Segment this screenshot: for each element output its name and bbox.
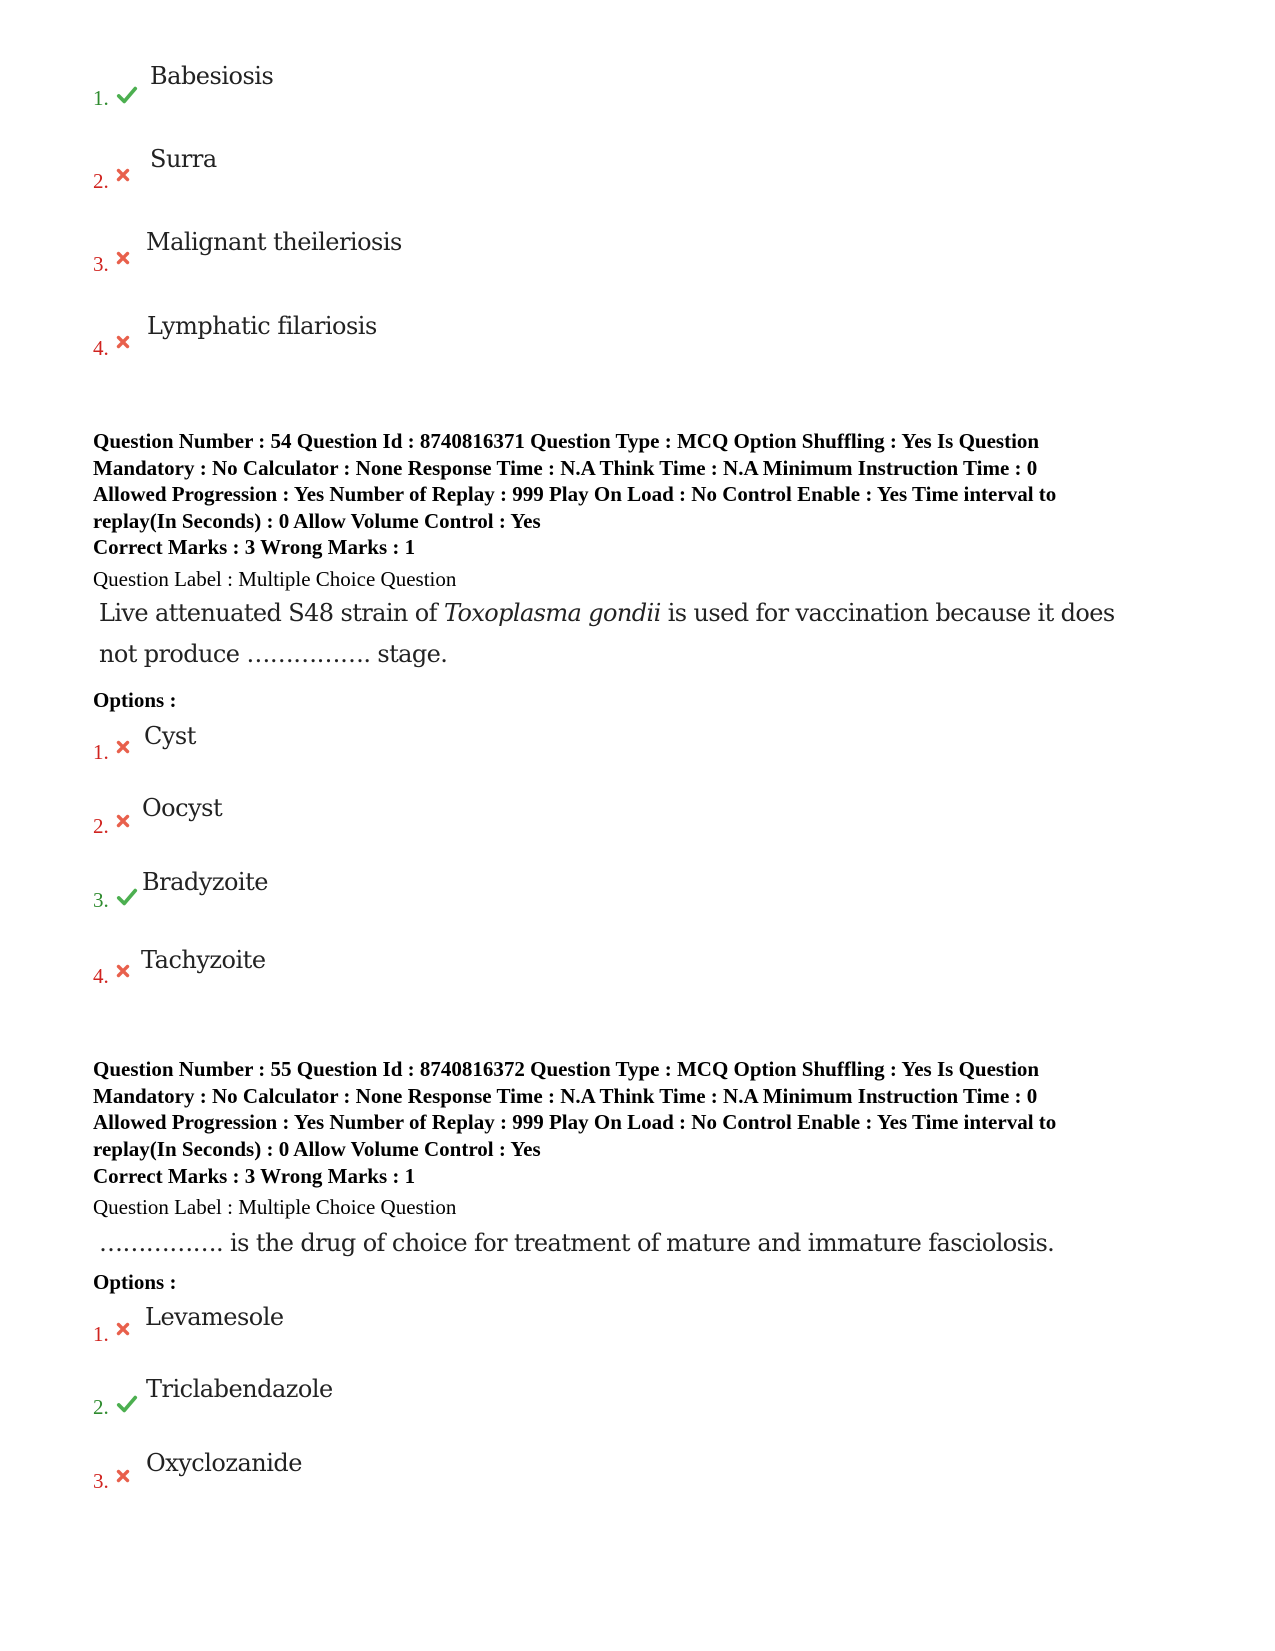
question-label: Question Label : Multiple Choice Question	[93, 1195, 457, 1219]
option-item	[0, 228, 1275, 288]
option-text: Lymphatic filariosis	[147, 312, 377, 340]
options-heading: Options :	[93, 1270, 177, 1294]
option-item	[0, 1303, 1275, 1363]
cross-icon	[114, 249, 132, 267]
option-item	[0, 62, 1275, 122]
option-text: Surra	[150, 145, 217, 173]
check-icon	[116, 1393, 138, 1415]
option-number: 2.	[93, 169, 109, 193]
meta-line: replay(In Seconds) : 0 Allow Volume Control : Yes	[93, 1136, 541, 1161]
option-item	[0, 794, 1275, 854]
cross-icon	[114, 166, 132, 184]
option-text: Bradyzoite	[142, 868, 268, 896]
option-text: Oxyclozanide	[146, 1449, 302, 1477]
option-number: 4.	[93, 964, 109, 988]
option-text: Malignant theileriosis	[146, 228, 402, 256]
cross-icon	[114, 812, 132, 830]
question-text: ……………. is the drug of choice for treatment of mature and immature fasciolosis.	[99, 1229, 1055, 1257]
option-item	[0, 1375, 1275, 1435]
meta-line: Question Number : 54 Question Id : 8740816371 Question Type : MCQ Option Shuffling : Yes Is Question	[93, 429, 1040, 453]
question-label: Question Label : Multiple Choice Question	[93, 567, 457, 591]
option-text: Babesiosis	[150, 62, 274, 90]
option-text: Levamesole	[145, 1303, 284, 1331]
question-marks: Correct Marks : 3 Wrong Marks : 1	[93, 1164, 416, 1188]
option-item	[0, 868, 1275, 928]
option-number: 2.	[93, 1395, 109, 1419]
meta-line: replay(In Seconds) : 0 Allow Volume Control : Yes	[93, 508, 541, 533]
question-text-part: is used for vaccination because it does	[660, 599, 1115, 627]
option-number: 3.	[93, 888, 109, 912]
option-number: 1.	[93, 86, 109, 110]
cross-icon	[114, 333, 132, 351]
option-item	[0, 722, 1275, 782]
question-marks: Correct Marks : 3 Wrong Marks : 1	[93, 535, 416, 559]
option-number: 3.	[93, 1469, 109, 1493]
check-icon	[116, 886, 138, 908]
cross-icon	[114, 962, 132, 980]
option-number: 3.	[93, 252, 109, 276]
question-meta	[93, 428, 1193, 534]
meta-line: Allowed Progression : Yes Number of Replay : 999 Play On Load : No Control Enable : Yes Time interval to	[93, 482, 1057, 506]
option-item	[0, 1449, 1275, 1509]
option-text: Triclabendazole	[146, 1375, 333, 1403]
cross-icon	[114, 1467, 132, 1485]
cross-icon	[114, 1320, 132, 1338]
meta-line: Question Number : 55 Question Id : 8740816372 Question Type : MCQ Option Shuffling : Yes Is Question	[93, 1057, 1040, 1081]
question-text-part: Live attenuated S48 strain of	[99, 599, 444, 627]
check-icon	[116, 84, 138, 106]
options-heading: Options :	[93, 688, 177, 712]
option-text: Oocyst	[142, 794, 223, 822]
option-text: Tachyzoite	[141, 946, 266, 974]
option-item	[0, 312, 1275, 372]
option-item	[0, 946, 1275, 1006]
meta-line: Allowed Progression : Yes Number of Replay : 999 Play On Load : No Control Enable : Yes Time interval to	[93, 1110, 1057, 1134]
question-text	[99, 599, 1115, 627]
option-number: 4.	[93, 336, 109, 360]
option-number: 1.	[93, 740, 109, 764]
option-item	[0, 145, 1275, 205]
meta-line: Mandatory : No Calculator : None Response Time : N.A Think Time : N.A Minimum Instruction Time : 0	[93, 1083, 1038, 1108]
meta-line: Mandatory : No Calculator : None Response Time : N.A Think Time : N.A Minimum Instruction Time : 0	[93, 455, 1038, 480]
cross-icon	[114, 738, 132, 756]
option-number: 1.	[93, 1322, 109, 1346]
question-meta	[93, 1056, 1193, 1162]
option-number: 2.	[93, 814, 109, 838]
question-text-line2: not produce ……………. stage.	[99, 640, 448, 668]
option-text: Cyst	[144, 722, 196, 750]
question-text-italic: Toxoplasma gondii	[443, 599, 661, 627]
